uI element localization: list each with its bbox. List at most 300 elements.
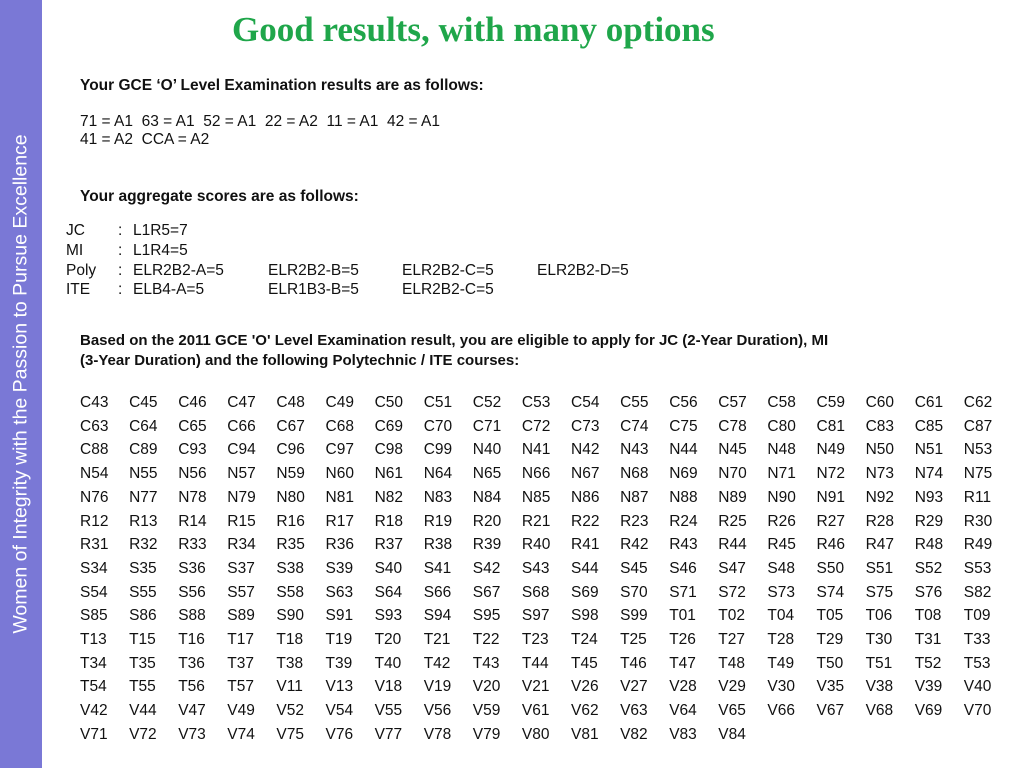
- course-code: C58: [767, 394, 796, 411]
- course-code: N45: [718, 441, 747, 459]
- course-code: R28: [865, 512, 895, 530]
- course-code: N91: [816, 488, 845, 506]
- course-code: R19: [423, 512, 453, 530]
- course-code: R13: [129, 512, 158, 530]
- course-code: R11: [963, 488, 992, 506]
- course-code: S88: [178, 607, 206, 625]
- course-code: C87: [963, 417, 993, 435]
- aggregate-colon: :: [118, 222, 123, 239]
- course-code: V52: [276, 702, 304, 720]
- course-code: S45: [620, 559, 648, 577]
- course-code: R49: [963, 536, 993, 554]
- aggregate-heading: Your aggregate scores are as follows:: [80, 188, 359, 205]
- course-code: C81: [816, 417, 845, 435]
- course-code: N61: [374, 465, 404, 483]
- course-code: C75: [669, 417, 698, 435]
- aggregate-colon: :: [118, 262, 123, 279]
- course-code: C59: [816, 394, 845, 411]
- course-code: T26: [669, 631, 696, 648]
- course-code: N70: [718, 465, 747, 483]
- course-code: R21: [521, 512, 551, 530]
- course-code: S39: [325, 559, 354, 577]
- course-code: N49: [816, 441, 845, 459]
- course-code: C69: [374, 417, 404, 435]
- course-code: N56: [178, 465, 207, 483]
- course-code: N68: [620, 465, 649, 483]
- course-code: V29: [718, 678, 746, 696]
- course-code: C78: [718, 417, 747, 435]
- course-code: T40: [374, 654, 402, 672]
- course-code: V64: [669, 702, 697, 720]
- course-code: C43: [80, 394, 109, 411]
- course-code: V62: [571, 702, 599, 720]
- course-code: R41: [571, 536, 600, 554]
- course-code: V67: [816, 702, 845, 720]
- course-code: T53: [963, 654, 991, 672]
- course-code: R16: [276, 512, 305, 530]
- course-code: N64: [423, 465, 453, 483]
- eligibility-line-1: Based on the 2011 GCE 'O' Level Examination result, you are eligible to apply for JC (2-Year Duration), MI: [80, 332, 829, 349]
- course-code: N66: [521, 465, 551, 483]
- aggregate-value: ELR2B2-A=5: [133, 262, 224, 279]
- course-code: N88: [669, 488, 698, 506]
- course-code: S73: [767, 583, 795, 601]
- course-code: T01: [669, 607, 696, 625]
- course-code: R38: [423, 536, 453, 554]
- course-code: V26: [571, 678, 599, 696]
- course-code: V79: [472, 725, 501, 743]
- course-code: V70: [963, 702, 992, 720]
- course-code: T21: [423, 631, 451, 648]
- course-code: V56: [423, 702, 452, 720]
- course-code: T15: [129, 631, 156, 648]
- side-banner: [0, 0, 42, 768]
- course-code: S41: [423, 559, 452, 577]
- course-code: R33: [178, 536, 207, 554]
- course-code: T56: [178, 678, 205, 696]
- aggregate-value: ELR2B2-C=5: [402, 262, 494, 279]
- course-code: T27: [718, 631, 746, 648]
- course-code: R26: [767, 512, 796, 530]
- course-code: T09: [963, 607, 991, 625]
- course-code: S66: [423, 583, 452, 601]
- course-code: N77: [129, 488, 158, 506]
- course-code: C96: [276, 441, 305, 459]
- course-code: V78: [423, 725, 452, 743]
- course-code: T19: [325, 631, 353, 648]
- course-code: V42: [80, 702, 108, 720]
- course-code: T34: [80, 654, 107, 672]
- course-code: S64: [374, 583, 403, 601]
- course-code: V28: [669, 678, 697, 696]
- course-code: T50: [816, 654, 844, 672]
- course-code: V21: [521, 678, 550, 696]
- course-code: T31: [914, 631, 942, 648]
- course-code: C61: [914, 394, 944, 411]
- course-code: N54: [80, 465, 109, 483]
- aggregate-value: ELR2B2-C=5: [402, 281, 494, 298]
- course-code: V80: [521, 725, 550, 743]
- course-code: R44: [718, 536, 747, 554]
- course-code: T08: [914, 607, 942, 625]
- course-code: C71: [472, 417, 502, 435]
- course-code: S82: [963, 583, 992, 601]
- course-code: N57: [227, 465, 256, 483]
- aggregate-colon: :: [118, 242, 123, 259]
- course-code: T33: [963, 631, 991, 648]
- course-code: C64: [129, 417, 158, 435]
- course-code: T25: [620, 631, 647, 648]
- course-code: C72: [521, 417, 551, 435]
- course-code: S56: [178, 583, 206, 601]
- aggregate-label-mi: MI: [66, 242, 84, 259]
- course-code: N43: [620, 441, 649, 459]
- course-code: V66: [767, 702, 795, 720]
- course-code: C48: [276, 394, 305, 411]
- course-code: S37: [227, 559, 255, 577]
- course-code: T02: [718, 607, 746, 625]
- course-code: N82: [374, 488, 404, 506]
- course-code: S48: [767, 559, 795, 577]
- course-code: N67: [571, 465, 600, 483]
- course-code: S94: [423, 607, 452, 625]
- course-code: S51: [865, 559, 894, 577]
- course-code: C88: [80, 441, 109, 459]
- course-code: C60: [865, 394, 895, 411]
- course-code: S99: [620, 607, 648, 625]
- course-code: N84: [472, 488, 502, 506]
- aggregate-label-ite: ITE: [66, 281, 91, 298]
- course-code: R22: [571, 512, 600, 530]
- course-code: C70: [423, 417, 453, 435]
- course-code: R39: [472, 536, 502, 554]
- course-code: V83: [669, 725, 697, 743]
- course-code: S63: [325, 583, 354, 601]
- course-code: V65: [718, 702, 746, 720]
- course-code: S70: [620, 583, 648, 601]
- course-code: R14: [178, 512, 207, 530]
- course-code: V11: [276, 678, 303, 696]
- course-code: S95: [472, 607, 501, 625]
- course-code: S54: [80, 583, 108, 601]
- course-code: C74: [620, 417, 649, 435]
- course-code: N48: [767, 441, 796, 459]
- course-code: S57: [227, 583, 255, 601]
- course-code: T24: [571, 631, 598, 648]
- aggregate-colon: :: [118, 281, 123, 298]
- course-code: C47: [227, 394, 256, 411]
- aggregate-value: L1R4=5: [133, 242, 188, 259]
- course-code: R40: [521, 536, 551, 554]
- course-code: C68: [325, 417, 354, 435]
- course-code: S68: [521, 583, 550, 601]
- course-code: C50: [374, 394, 404, 411]
- eligibility-line-2: (3-Year Duration) and the following Polytechnic / ITE courses:: [80, 352, 520, 369]
- course-code: T36: [178, 654, 205, 672]
- course-code: C51: [423, 394, 453, 411]
- course-code: C98: [374, 441, 404, 459]
- course-code: S38: [276, 559, 304, 577]
- course-code: T22: [472, 631, 500, 648]
- course-code: R48: [914, 536, 944, 554]
- course-code: R12: [80, 512, 109, 530]
- course-code: V84: [718, 725, 746, 743]
- course-code: C83: [865, 417, 895, 435]
- course-code: T38: [276, 654, 304, 672]
- course-code: C85: [914, 417, 944, 435]
- course-code: S98: [571, 607, 599, 625]
- course-code: T20: [374, 631, 402, 648]
- course-code: N72: [816, 465, 845, 483]
- course-code: S40: [374, 559, 403, 577]
- course-code: N73: [865, 465, 895, 483]
- course-code: N92: [865, 488, 895, 506]
- aggregate-label-jc: JC: [66, 222, 85, 239]
- course-code: T35: [129, 654, 156, 672]
- course-code: T18: [276, 631, 304, 648]
- course-code: C46: [178, 394, 207, 411]
- course-code: N50: [865, 441, 895, 459]
- course-code: T37: [227, 654, 255, 672]
- course-code: T45: [571, 654, 598, 672]
- course-code: C80: [767, 417, 796, 435]
- course-code: N69: [669, 465, 698, 483]
- course-code: C99: [423, 441, 453, 459]
- course-code: C94: [227, 441, 256, 459]
- course-code: R23: [620, 512, 649, 530]
- course-code: T23: [521, 631, 549, 648]
- course-code: T54: [80, 678, 107, 696]
- course-code: S53: [963, 559, 992, 577]
- course-code: T05: [816, 607, 844, 625]
- course-code: R20: [472, 512, 502, 530]
- course-code: C57: [718, 394, 747, 411]
- slide-title: Good results, with many options: [232, 10, 715, 49]
- course-code: T28: [767, 631, 795, 648]
- course-code: C53: [521, 394, 551, 411]
- course-code: T16: [178, 631, 205, 648]
- course-code: S50: [816, 559, 845, 577]
- course-code: T46: [620, 654, 647, 672]
- course-code: N41: [521, 441, 551, 459]
- results-heading: Your GCE ‘O’ Level Examination results are as follows:: [80, 77, 484, 94]
- aggregate-value: L1R5=7: [133, 222, 188, 239]
- course-code: S71: [669, 583, 697, 601]
- course-code: R24: [669, 512, 698, 530]
- course-code: N40: [472, 441, 502, 459]
- course-code: T39: [325, 654, 353, 672]
- course-code: R34: [227, 536, 256, 554]
- course-code: T55: [129, 678, 156, 696]
- course-code: T42: [423, 654, 451, 672]
- course-code: C63: [80, 417, 109, 435]
- course-code: S36: [178, 559, 206, 577]
- course-code: S89: [227, 607, 255, 625]
- course-code: N53: [963, 441, 993, 459]
- course-code: S35: [129, 559, 157, 577]
- course-code: R36: [325, 536, 354, 554]
- course-code: T51: [865, 654, 893, 672]
- course-code: S97: [521, 607, 550, 625]
- course-code: S85: [80, 607, 108, 625]
- course-code: V54: [325, 702, 354, 720]
- course-code: C54: [571, 394, 600, 411]
- course-code: R29: [914, 512, 944, 530]
- course-code: C73: [571, 417, 600, 435]
- course-code: N80: [276, 488, 305, 506]
- course-code: R32: [129, 536, 158, 554]
- course-code: S42: [472, 559, 501, 577]
- course-code: N76: [80, 488, 109, 506]
- course-code: N60: [325, 465, 354, 483]
- course-code: R18: [374, 512, 404, 530]
- course-code: C55: [620, 394, 649, 411]
- course-code: N79: [227, 488, 256, 506]
- course-code: C67: [276, 417, 305, 435]
- course-code: V30: [767, 678, 795, 696]
- course-code: N59: [276, 465, 305, 483]
- course-code: S93: [374, 607, 403, 625]
- course-code: N90: [767, 488, 796, 506]
- course-code: C52: [472, 394, 502, 411]
- course-code: R35: [276, 536, 305, 554]
- course-code: V74: [227, 725, 255, 743]
- course-code: S86: [129, 607, 157, 625]
- course-code: N83: [423, 488, 453, 506]
- course-code: N78: [178, 488, 207, 506]
- course-code: V63: [620, 702, 648, 720]
- course-code: R17: [325, 512, 354, 530]
- course-code: N65: [472, 465, 502, 483]
- course-code: N75: [963, 465, 993, 483]
- course-code: C49: [325, 394, 354, 411]
- course-code: S75: [865, 583, 894, 601]
- course-code: V71: [80, 725, 108, 743]
- course-code: T47: [669, 654, 696, 672]
- course-code: S34: [80, 559, 108, 577]
- course-code: S69: [571, 583, 599, 601]
- course-code: V35: [816, 678, 845, 696]
- aggregate-value: ELR1B3-B=5: [268, 281, 359, 298]
- course-code: S76: [914, 583, 943, 601]
- course-code: N87: [620, 488, 649, 506]
- course-code: T04: [767, 607, 795, 625]
- course-code: R27: [816, 512, 845, 530]
- course-code: V20: [472, 678, 501, 696]
- course-code: S67: [472, 583, 501, 601]
- course-code: T30: [865, 631, 893, 648]
- course-code: N89: [718, 488, 747, 506]
- side-banner-text: Women of Integrity with the Passion to Pursue Excellence: [9, 134, 32, 634]
- course-code: V68: [865, 702, 894, 720]
- results-line-2: 41 = A2 CCA = A2: [80, 131, 210, 148]
- course-code: R37: [374, 536, 404, 554]
- course-code: N51: [914, 441, 944, 459]
- course-code: V76: [325, 725, 354, 743]
- course-code: C97: [325, 441, 354, 459]
- course-code: T52: [914, 654, 942, 672]
- aggregate-value: ELR2B2-B=5: [268, 262, 359, 279]
- course-code: V47: [178, 702, 206, 720]
- course-code: R42: [620, 536, 649, 554]
- course-code: V44: [129, 702, 157, 720]
- course-code: N42: [571, 441, 600, 459]
- course-code: C45: [129, 394, 158, 411]
- results-line-1: 71 = A1 63 = A1 52 = A1 22 = A2 11 = A1 42 = A1: [80, 113, 440, 130]
- course-code: S47: [718, 559, 746, 577]
- course-code: R25: [718, 512, 747, 530]
- course-code: V73: [178, 725, 206, 743]
- course-code: S43: [521, 559, 550, 577]
- course-code: N55: [129, 465, 158, 483]
- course-code: R46: [816, 536, 845, 554]
- course-code: N81: [325, 488, 354, 506]
- course-code: N71: [767, 465, 796, 483]
- course-code: N93: [914, 488, 944, 506]
- course-code: S46: [669, 559, 697, 577]
- course-code: V18: [374, 678, 403, 696]
- course-code: V13: [325, 678, 354, 696]
- course-code: T29: [816, 631, 844, 648]
- aggregate-label-poly: Poly: [66, 262, 97, 279]
- course-code: T13: [80, 631, 107, 648]
- course-code: V82: [620, 725, 648, 743]
- course-code: C89: [129, 441, 158, 459]
- aggregate-value: ELB4-A=5: [133, 281, 205, 298]
- course-code: R47: [865, 536, 895, 554]
- course-code: T06: [865, 607, 893, 625]
- course-code: N44: [669, 441, 698, 459]
- course-code: V19: [423, 678, 452, 696]
- course-code: V77: [374, 725, 403, 743]
- aggregate-value: ELR2B2-D=5: [537, 262, 629, 279]
- course-code: N86: [571, 488, 600, 506]
- course-code: S55: [129, 583, 157, 601]
- course-code: C66: [227, 417, 256, 435]
- course-code: S74: [816, 583, 845, 601]
- course-code: V27: [620, 678, 648, 696]
- course-code: R30: [963, 512, 993, 530]
- course-code: T43: [472, 654, 500, 672]
- course-code: C56: [669, 394, 698, 411]
- course-code: V39: [914, 678, 943, 696]
- course-code: V75: [276, 725, 304, 743]
- course-code: T17: [227, 631, 255, 648]
- course-code: N85: [521, 488, 551, 506]
- course-code: V59: [472, 702, 501, 720]
- course-code: C62: [963, 394, 993, 411]
- course-code: S58: [276, 583, 304, 601]
- course-code: T49: [767, 654, 795, 672]
- course-code: V38: [865, 678, 894, 696]
- course-code: V40: [963, 678, 992, 696]
- course-code: R31: [80, 536, 109, 554]
- course-code: T44: [521, 654, 549, 672]
- course-code: R15: [227, 512, 256, 530]
- course-code: T57: [227, 678, 255, 696]
- course-code: S91: [325, 607, 354, 625]
- course-code: V72: [129, 725, 157, 743]
- course-code: C65: [178, 417, 207, 435]
- course-code: S90: [276, 607, 304, 625]
- course-code: V69: [914, 702, 943, 720]
- course-code: T48: [718, 654, 746, 672]
- course-code: S72: [718, 583, 746, 601]
- course-code: R45: [767, 536, 796, 554]
- course-code: S52: [914, 559, 943, 577]
- course-code: C93: [178, 441, 207, 459]
- course-code: S44: [571, 559, 599, 577]
